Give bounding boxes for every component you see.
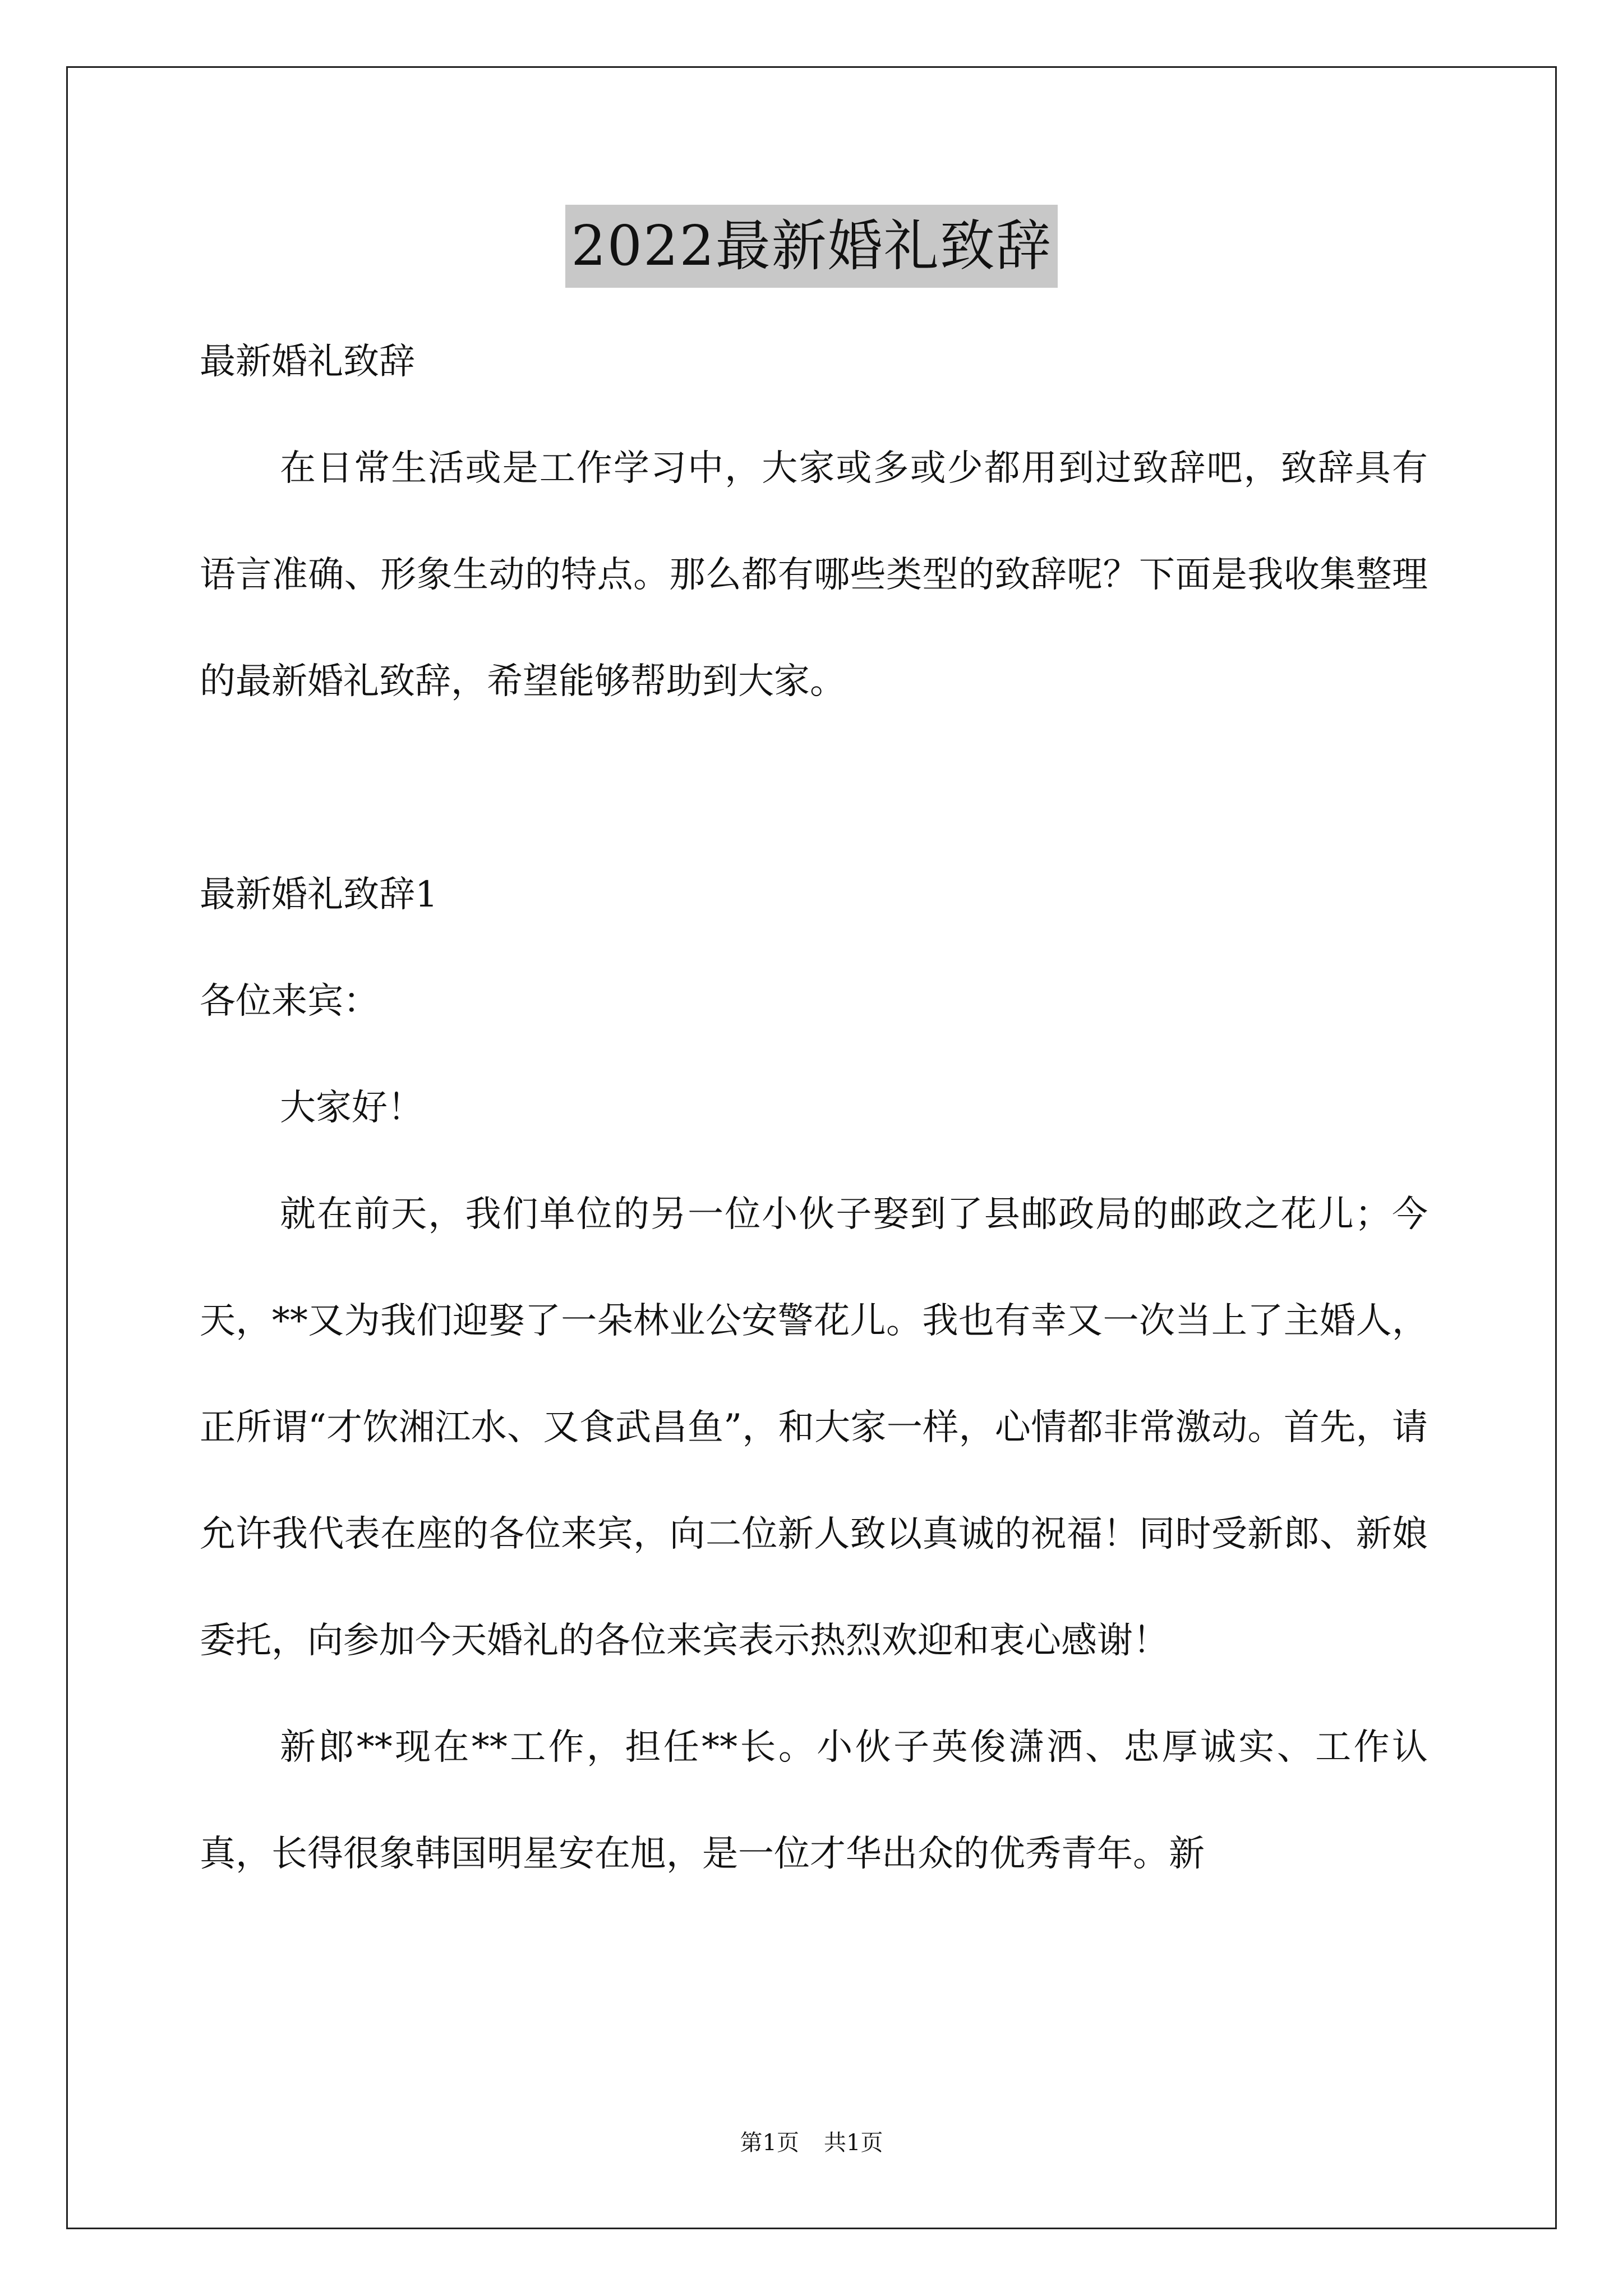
greeting: 大家好！ bbox=[280, 1087, 423, 1129]
document-title: 2022最新婚礼致辞 bbox=[565, 205, 1057, 288]
page-footer bbox=[0, 2126, 1623, 2160]
page-number: 第1页 bbox=[740, 2130, 799, 2156]
intro-paragraph: 在日常生活或是工作学习中，大家或多或少都用到过致辞吧，致辞具有语言准确、形象生动的特点。那么都有哪些类型的致辞呢？下面是我收集整理的最新婚礼致辞，希望能够帮助到大家。 bbox=[200, 448, 1428, 702]
title-container bbox=[0, 205, 1623, 288]
subtitle: 最新婚礼致辞 bbox=[200, 341, 415, 383]
document-body bbox=[200, 309, 1428, 1907]
salutation: 各位来宾： bbox=[200, 981, 379, 1022]
body-paragraph-2: 新郎**现在**工作，担任**长。小伙子英俊潇洒、忠厚诚实、工作认真，长得很象韩国明星安在旭，是一位才华出众的优秀青年。新 bbox=[200, 1727, 1428, 1875]
paragraph-gap bbox=[200, 735, 1428, 841]
page-total: 共1页 bbox=[824, 2130, 883, 2156]
body-paragraph-1: 就在前天，我们单位的另一位小伙子娶到了县邮政局的邮政之花儿；今天，**又为我们迎娶了一朵林业公安警花儿。我也有幸又一次当上了主婚人，正所谓“才饮湘江水、又食武昌鱼”，和大家一样，心情都非常激动。首先，请允许我代表在座的各位来宾，向二位新人致以真诚的祝福！同时受新郎、新娘委托，向参加今天婚礼的各位来宾表示热烈欢迎和衷心感谢！ bbox=[200, 1194, 1428, 1662]
section-heading: 最新婚礼致辞1 bbox=[200, 874, 438, 915]
